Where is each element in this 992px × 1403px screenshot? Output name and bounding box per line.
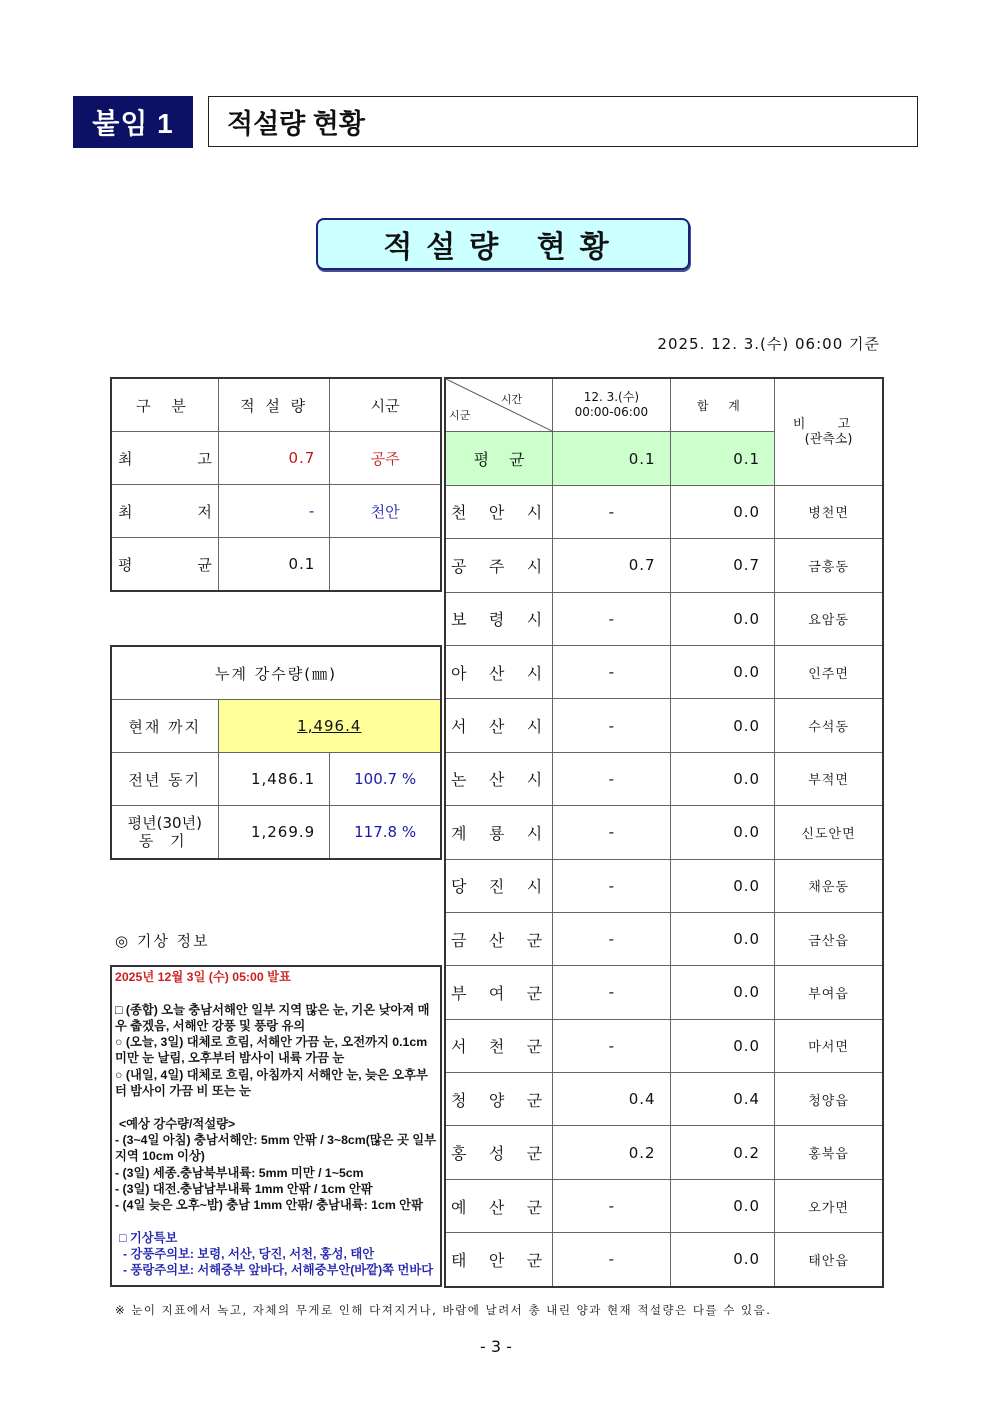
period-value: - [553,1019,670,1072]
city-char: 아 [451,663,467,683]
label: 고 [197,449,212,468]
label: 저 [197,502,212,521]
footnote: ※ 눈이 지표에서 녹고, 자체의 무게로 인해 다져지거나, 바람에 날려서 총 내린 양과 현재 적설량은 다를 수 있음. [115,1303,772,1317]
diagonal-header-cell [445,378,553,432]
summary-header-row [111,378,441,432]
summary-row-max [111,432,441,485]
station-name: 마서면 [775,1019,883,1072]
city-char: 계 [451,823,467,843]
city-char: 여 [488,983,505,1003]
period-value: - [553,485,670,538]
snow-summary-table [110,377,442,592]
city-char: 군 [526,930,543,950]
diag-bottom-label: 시군 [449,409,471,422]
attachment-tag: 붙임 1 [73,96,193,148]
total-value: 0.0 [670,966,775,1019]
city-char: 천 [451,503,467,523]
rainfall-table [110,645,442,860]
station-name: 청양읍 [775,1073,883,1126]
station-name: 태안읍 [775,1233,883,1287]
special-title: □ 기상특보 [119,1230,178,1245]
total-value: 0.4 [670,1073,775,1126]
special-line: - 강풍주의보: 보령, 서산, 당진, 서천, 홍성, 태안 [123,1247,375,1262]
regional-row [445,912,883,965]
label: 평 [118,555,133,574]
total-value: 0.7 [670,539,775,592]
period-value: - [553,859,670,912]
city-char: 공 [451,556,467,576]
city-char: 홍 [451,1144,467,1164]
total-value: 0.0 [670,912,775,965]
normal-label-2: 동 기 [138,832,191,850]
city-char: 시 [526,823,543,843]
period-value: - [553,645,670,698]
total-value: 0.0 [670,1019,775,1072]
regional-row [445,859,883,912]
station-name: 신도안면 [775,806,883,859]
regional-header-row [445,378,883,432]
city-char: 청 [451,1090,467,1110]
city-char: 천 [488,1037,505,1057]
total-value: 0.0 [670,1179,775,1232]
period-value: - [553,1179,670,1232]
city-char: 시 [526,556,543,576]
current-value: 1,496.4 [218,700,441,753]
forecast-line: - (3~4일 아침) 충남서해안: 5mm 안팎 / 3~8cm(많은 곳 일부 지역 10cm 이상) [115,1132,437,1164]
regional-row [445,592,883,645]
basis-time: 2025. 12. 3.(수) 06:00 기준 [657,335,880,353]
period-value: - [553,966,670,1019]
station-name: 채운동 [775,859,883,912]
diag-top-label: 시간 [500,393,523,406]
total-value: 0.0 [670,485,775,538]
city-char: 보 [451,610,467,630]
forecast-line: - (4일 늦은 오후~밤) 충남 1mm 안팎/ 충남내륙: 1cm 안팎 [115,1198,423,1213]
period-header-1: 12. 3.(수) [583,390,640,405]
period-value: - [553,752,670,805]
min-value: - [218,485,329,538]
regional-row [445,752,883,805]
avg-region [330,538,441,592]
city-char: 부 [451,983,467,1003]
station-name: 금흥동 [775,539,883,592]
period-value: - [553,806,670,859]
label: 균 [197,555,212,574]
city-char: 안 [488,1250,505,1270]
city-char: 령 [488,610,505,630]
max-region: 공주 [330,432,441,485]
city-char: 군 [526,1037,543,1057]
normal-value: 1,269.9 [218,806,330,860]
summary-row-avg [111,538,441,592]
city-char: 군 [526,1197,543,1217]
normal-ratio: 117.8 % [330,806,441,860]
city-char: 산 [488,930,505,950]
forecast-title: <예상 강수량/적설량> [119,1116,236,1131]
city-char: 태 [451,1250,467,1270]
city-char: 시 [526,610,543,630]
city-char: 금 [451,930,467,950]
period-value: - [553,592,670,645]
city-char: 논 [451,770,467,790]
period-header-2: 00:00-06:00 [574,405,649,420]
note-header-1: 비 고 [792,417,865,432]
header-category: 구 분 [111,378,218,432]
page-number: - 3 - [480,1337,512,1356]
total-value: 0.2 [670,1126,775,1179]
header-snow-depth: 적 설 량 [218,378,329,432]
weather-tomorrow: ○ (내일, 4일) 대체로 흐림, 아침까지 서해안 눈, 늦은 오후부터 밤사이 가끔 비 또는 눈 [115,1067,428,1099]
min-region: 천안 [330,485,441,538]
summary-row-min [111,485,441,538]
max-value: 0.7 [218,432,329,485]
rainfall-title: 누계 강수량(㎜) [111,646,441,700]
weather-today: ○ (오늘, 3일) 대체로 흐림, 서해안 가끔 눈, 오전까지 0.1cm 미만 눈 날림, 오후부터 밤사이 내륙 가끔 눈 [115,1035,428,1066]
normal-label-1: 평년(30년) [127,814,202,832]
regional-row [445,806,883,859]
regional-row [445,1179,883,1232]
main-title: 적설량 현황 [316,218,690,270]
weather-issued: 2025년 12월 3일 (수) 05:00 발표 [115,970,291,984]
city-char: 시 [526,877,543,897]
regional-row [445,1019,883,1072]
label: 최 [118,502,133,521]
regional-row [445,966,883,1019]
city-char: 산 [488,770,505,790]
prev-year-ratio: 100.7 % [330,753,441,806]
period-value: 0.7 [553,539,670,592]
city-char: 성 [488,1144,505,1164]
section-title: 적설량 현황 [208,96,918,147]
period-value: - [553,699,670,752]
total-value: 0.0 [670,806,775,859]
city-char: 안 [488,503,505,523]
city-char: 군 [526,1250,543,1270]
avg-label: 평 [473,450,490,470]
city-char: 예 [451,1197,467,1217]
city-char: 서 [451,717,467,737]
station-name: 부여읍 [775,966,883,1019]
city-char: 주 [488,556,505,576]
period-value: 0.4 [553,1073,670,1126]
total-value: 0.0 [670,699,775,752]
prev-year-value: 1,486.1 [218,753,330,806]
total-value: 0.0 [670,752,775,805]
period-value: - [553,1233,670,1287]
city-char: 군 [526,1090,543,1110]
city-char: 시 [526,503,543,523]
special-line: - 풍랑주의보: 서해중부 앞바다, 서해중부안(바깥)쪽 먼바다 [123,1263,434,1278]
city-char: 시 [526,717,543,737]
avg-period: 0.1 [553,432,670,485]
total-value: 0.0 [670,645,775,698]
city-char: 산 [488,663,505,683]
period-value: 0.2 [553,1126,670,1179]
city-char: 군 [526,983,543,1003]
forecast-line: - (3일) 세종.충남북부내륙: 5mm 미만 / 1~5cm [115,1165,364,1180]
city-char: 진 [488,877,505,897]
station-name: 요암동 [775,592,883,645]
station-name: 오가면 [775,1179,883,1232]
weather-overview: □ (종합) 오늘 충남서해안 일부 지역 많은 눈, 기온 낮아져 매우 춥겠음, 서해안 강풍 및 풍랑 유의 [115,1002,430,1033]
station-name: 수석동 [775,699,883,752]
city-char: 산 [488,717,505,737]
regional-row [445,485,883,538]
prev-year-label: 전년 동기 [111,753,218,806]
total-value: 0.0 [670,859,775,912]
regional-row [445,539,883,592]
label: 최 [118,449,133,468]
total-value: 0.0 [670,592,775,645]
forecast-line: - (3일) 대전.충남남부내륙 1mm 안팎 / 1cm 안팎 [115,1181,373,1196]
regional-row [445,1233,883,1287]
total-value: 0.0 [670,1233,775,1287]
station-name: 부적면 [775,752,883,805]
regional-row [445,699,883,752]
regional-row [445,645,883,698]
station-name: 홍북읍 [775,1126,883,1179]
period-value: - [553,912,670,965]
station-name: 금산읍 [775,912,883,965]
current-label: 현재 까지 [111,700,218,753]
regional-row [445,1073,883,1126]
avg-label: 균 [509,450,525,470]
header-region: 시군 [330,378,441,432]
avg-value: 0.1 [218,538,329,592]
avg-total: 0.1 [670,432,775,485]
total-header: 합 계 [670,378,775,432]
city-char: 당 [451,877,467,897]
city-char: 양 [488,1090,505,1110]
weather-info-box [110,965,442,1287]
weather-info-label: ◎ 기상 정보 [115,932,210,950]
station-name: 병천면 [775,485,883,538]
station-name: 인주면 [775,645,883,698]
regional-snow-table [444,377,884,1288]
city-char: 시 [526,663,543,683]
note-header-2: (관측소) [804,432,853,447]
city-char: 산 [488,1197,505,1217]
city-char: 시 [526,770,543,790]
regional-row [445,1126,883,1179]
city-char: 룡 [488,823,505,843]
city-char: 서 [451,1037,467,1057]
city-char: 군 [526,1144,543,1164]
